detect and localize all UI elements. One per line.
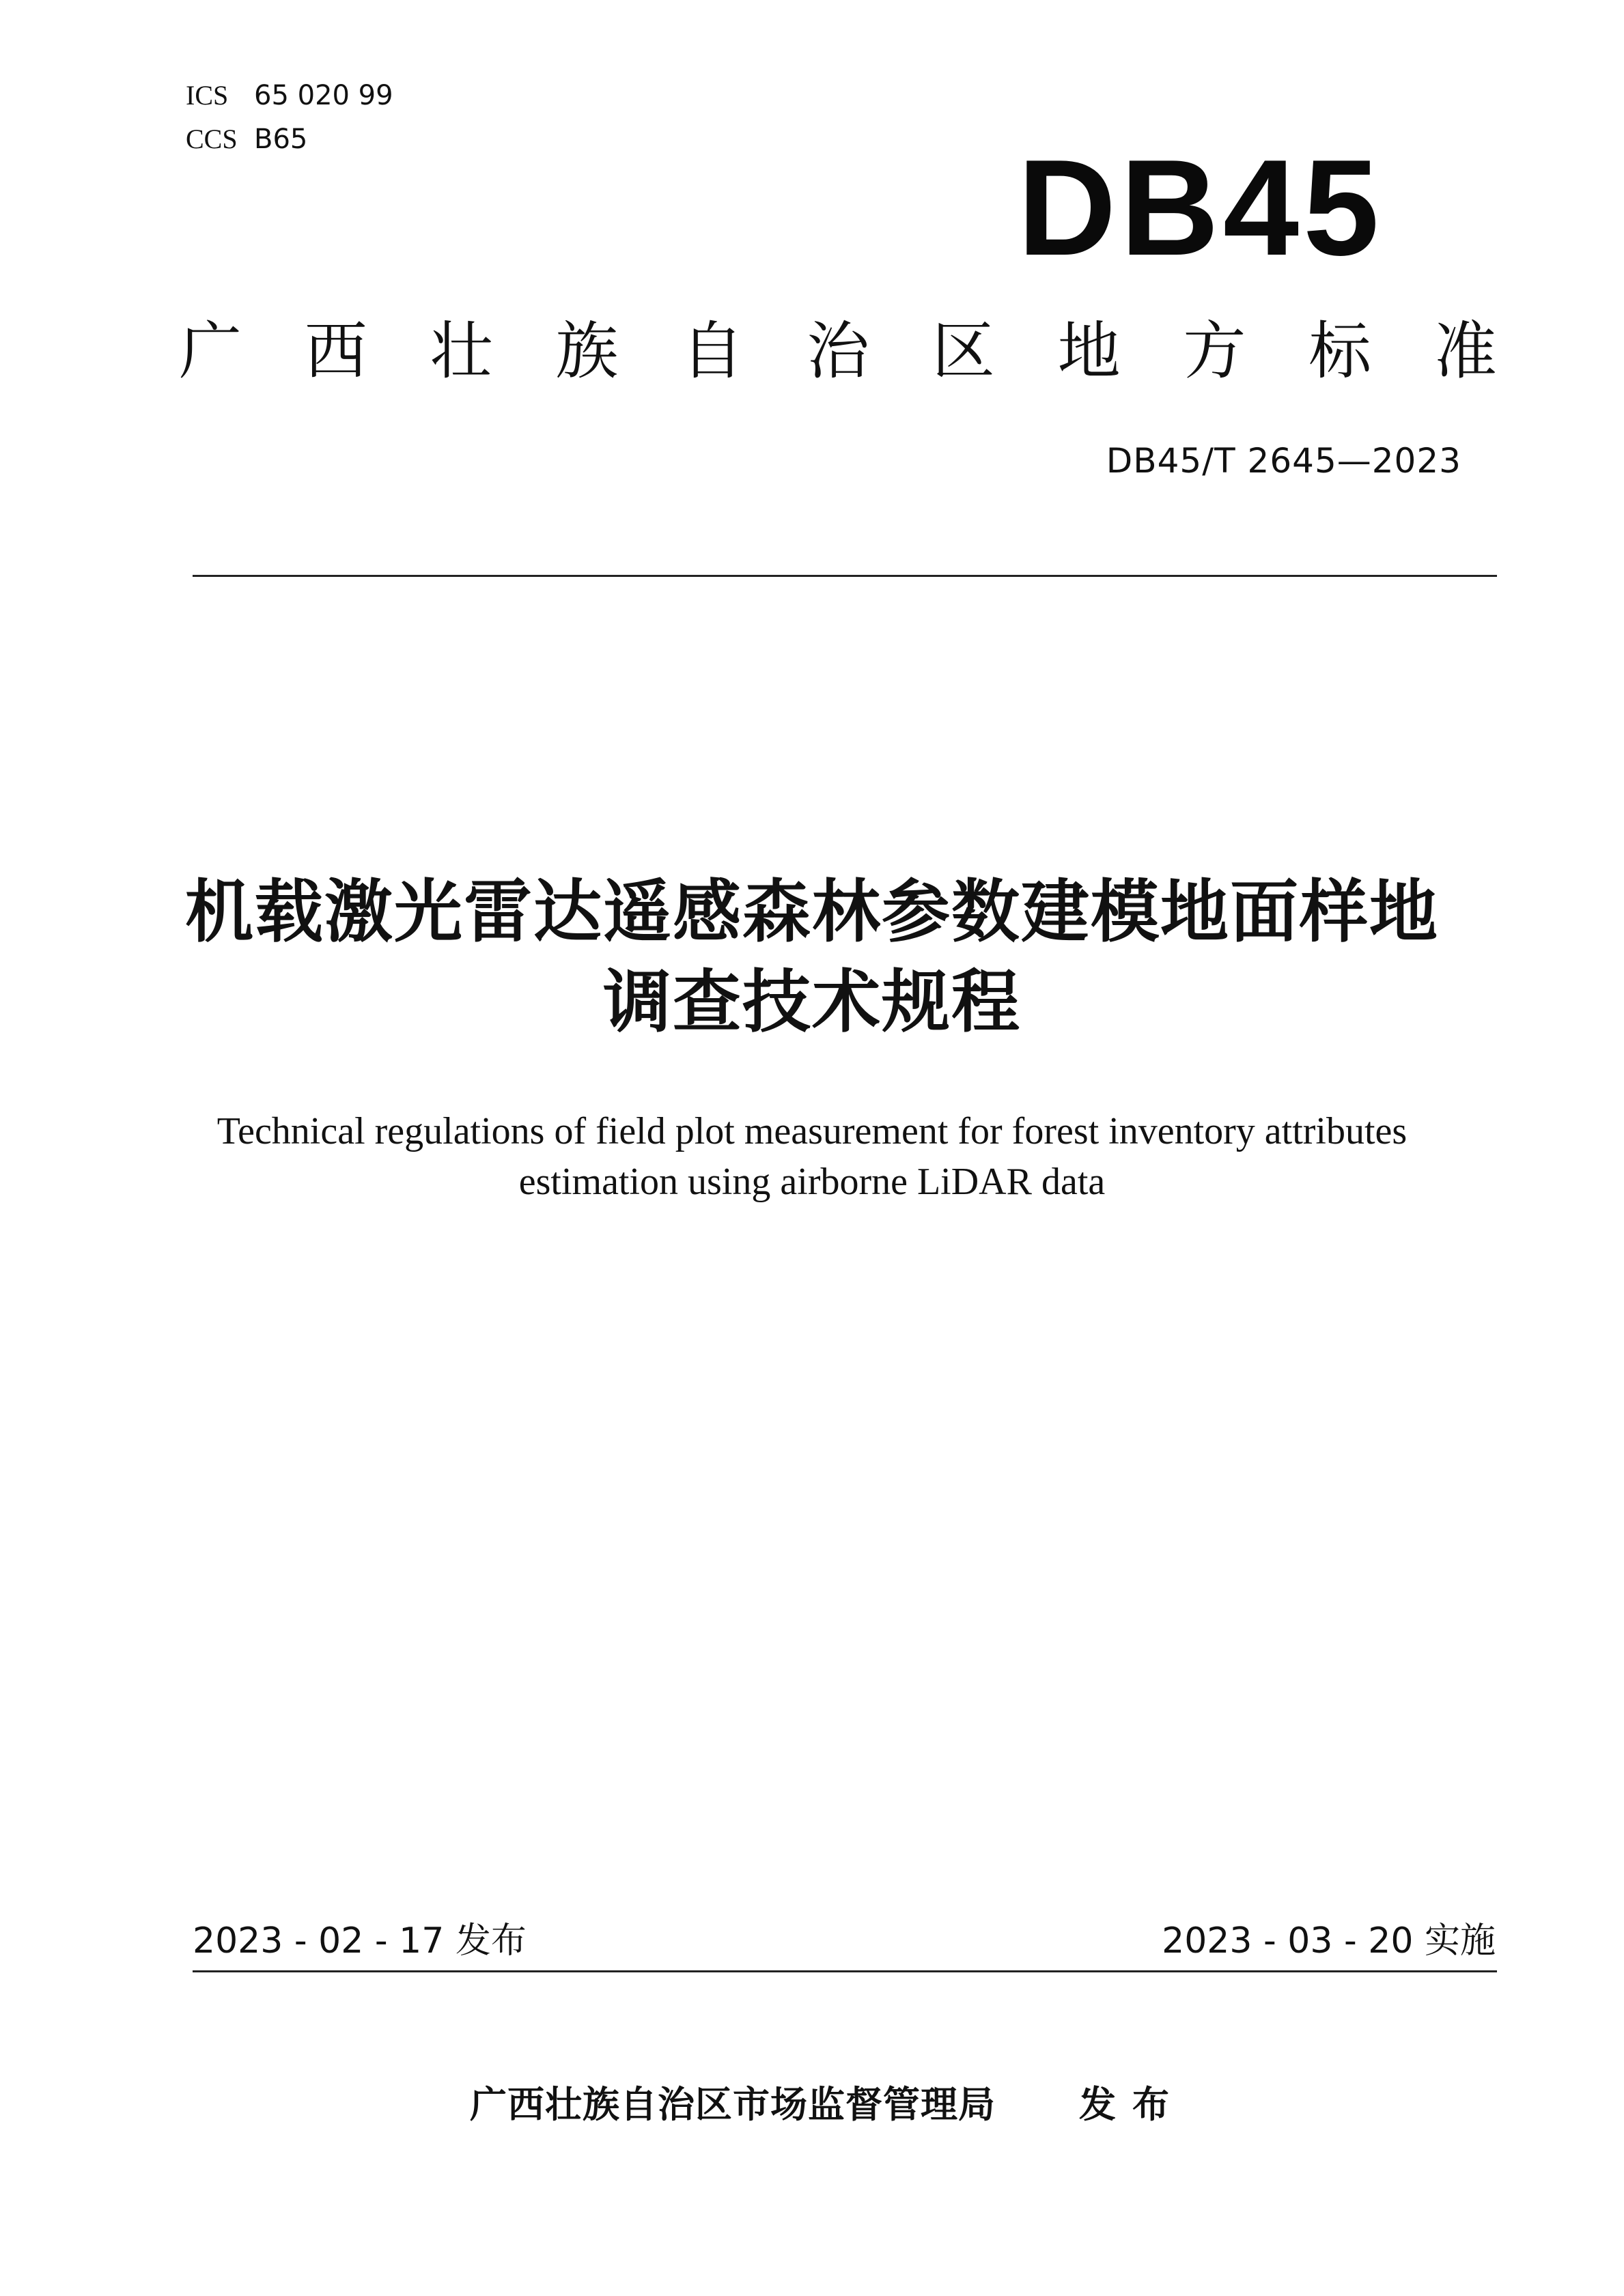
standard-number: DB45/T 2645—2023 bbox=[1106, 441, 1461, 481]
top-divider bbox=[193, 575, 1497, 577]
issue-date: 2023 - 02 - 17 发布 bbox=[193, 1921, 527, 1961]
ics-value: 65 020 99 bbox=[254, 80, 393, 111]
ics-label: ICS bbox=[186, 80, 229, 111]
standard-kind-char: 西 bbox=[304, 317, 367, 386]
standard-kind-char: 自 bbox=[681, 317, 744, 386]
english-title-line-1: Technical regulations of field plot measurement for forest inventory attributes bbox=[216, 1110, 1408, 1152]
ccs-row bbox=[186, 117, 393, 161]
standard-kind-char: 治 bbox=[806, 317, 869, 386]
chinese-title bbox=[137, 867, 1487, 1047]
ccs-value: B65 bbox=[254, 124, 308, 155]
standard-kind-char: 地 bbox=[1057, 317, 1121, 386]
chinese-title-line-1: 机载激光雷达遥感森林参数建模地面样地 bbox=[185, 872, 1439, 952]
publisher-name: 广西壮族自治区市场监督管理局 bbox=[470, 2083, 996, 2126]
standard-kind-char: 族 bbox=[555, 317, 619, 386]
english-title-line-2: estimation using airborne LiDAR data bbox=[518, 1161, 1106, 1203]
ccs-label: CCS bbox=[186, 124, 238, 154]
standard-kind-char: 壮 bbox=[430, 317, 493, 386]
standard-kind-char: 准 bbox=[1433, 317, 1497, 386]
ics-row bbox=[186, 74, 393, 117]
bottom-divider bbox=[193, 1970, 1497, 1972]
implementation-date: 2023 - 03 - 20 实施 bbox=[1162, 1921, 1496, 1961]
standard-kind-char: 广 bbox=[179, 317, 242, 386]
standard-kind-char: 标 bbox=[1308, 317, 1372, 386]
db45-logo: DB45 bbox=[1018, 132, 1384, 284]
english-title bbox=[137, 1106, 1487, 1207]
standard-kind-char: 区 bbox=[932, 317, 995, 386]
standard-kind-char: 方 bbox=[1183, 317, 1246, 386]
standard-kind-heading bbox=[179, 311, 1497, 393]
chinese-title-line-2: 调查技术规程 bbox=[603, 962, 1021, 1042]
publish-label: 发布 bbox=[1079, 2083, 1186, 2126]
classification-codes bbox=[186, 74, 393, 161]
